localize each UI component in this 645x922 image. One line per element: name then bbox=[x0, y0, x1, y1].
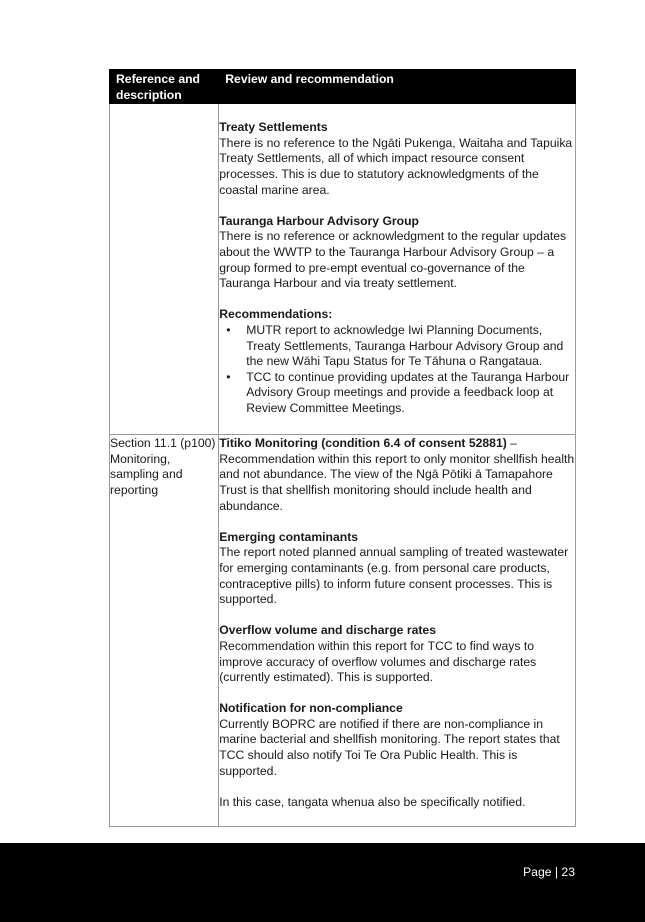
review-cell bbox=[219, 435, 576, 827]
titiko-heading-line bbox=[219, 436, 575, 452]
list-item: • TCC to continue providing updates at the Tauranga Harbour Advisory Group meetings and provide a feedback loop at Review Committee Meetings. bbox=[246, 370, 575, 417]
table-row bbox=[110, 435, 576, 827]
section-heading: Emerging contaminants bbox=[219, 529, 359, 544]
notification-section bbox=[219, 701, 575, 779]
advisory-section bbox=[219, 214, 575, 292]
page-number: Page | 23 bbox=[523, 865, 575, 879]
treaty-section bbox=[219, 120, 575, 198]
closing-text: In this case, tangata whenua also be specifically notified. bbox=[219, 794, 526, 809]
titiko-section bbox=[219, 436, 575, 514]
header-reference: Reference and description bbox=[110, 70, 219, 104]
section-heading: Titiko Monitoring (condition 6.4 of consent 52881) bbox=[219, 436, 507, 451]
section-heading: Recommendations: bbox=[219, 307, 333, 322]
section-heading: Notification for non-compliance bbox=[219, 701, 403, 716]
overflow-section bbox=[219, 623, 575, 685]
reference-cell bbox=[110, 104, 219, 435]
section-text: Currently BOPRC are notified if there are non-compliance in marine bacterial and shellfish monitoring. The report states that TCC should also notify Toi Te Ora Public Health. This is supported. bbox=[219, 716, 560, 778]
recommendations-list bbox=[219, 323, 575, 417]
table-header-row bbox=[110, 70, 576, 104]
emerging-section bbox=[219, 530, 575, 608]
review-cell bbox=[219, 104, 576, 435]
header-review: Review and recommendation bbox=[219, 70, 576, 104]
list-item: • MUTR report to acknowledge Iwi Planning Documents, Treaty Settlements, Tauranga Harbour Advisory Group and the new Wāhi Tapu Status for Te Tāhuna o Rangataua. bbox=[246, 323, 575, 370]
reference-cell: Section 11.1 (p100) Monitoring, sampling and reporting bbox=[110, 435, 219, 827]
section-text: The report noted planned annual sampling of treated wastewater for emerging contaminants (e.g. from personal care products, contraceptive pills) to inform future consent processes. This is supported. bbox=[219, 545, 569, 607]
review-table bbox=[109, 69, 576, 827]
section-text: Recommendation within this report for TCC to find ways to improve accuracy of overflow volumes and discharge rates (currently estimated). This is supported. bbox=[219, 638, 537, 685]
section-text: There is no reference to the Ngāti Pukenga, Waitaha and Tapuika Treaty Settlements, all of which impact resource consent processes. This is due to statutory acknowledgments of the coastal marine area. bbox=[219, 135, 573, 197]
heading-dash: – bbox=[506, 436, 517, 451]
page-footer bbox=[0, 843, 645, 922]
section-text: There is no reference or acknowledgment to the regular updates about the WWTP to the Tauranga Harbour Advisory Group – a group formed to pre-empt eventual co-governance of the Tauranga Harbour and via treaty settlement. bbox=[219, 229, 567, 291]
section-heading: Overflow volume and discharge rates bbox=[219, 623, 436, 638]
section-heading: Treaty Settlements bbox=[219, 120, 328, 135]
section-heading: Tauranga Harbour Advisory Group bbox=[219, 213, 419, 228]
section-text: Recommendation within this report to only monitor shellfish health and not abundance. The view of the Ngā Pōtiki ā Tamapahore Trust is that shellfish monitoring should include health and abundance. bbox=[219, 451, 575, 513]
recommendations-section bbox=[219, 307, 575, 416]
table-row bbox=[110, 104, 576, 435]
